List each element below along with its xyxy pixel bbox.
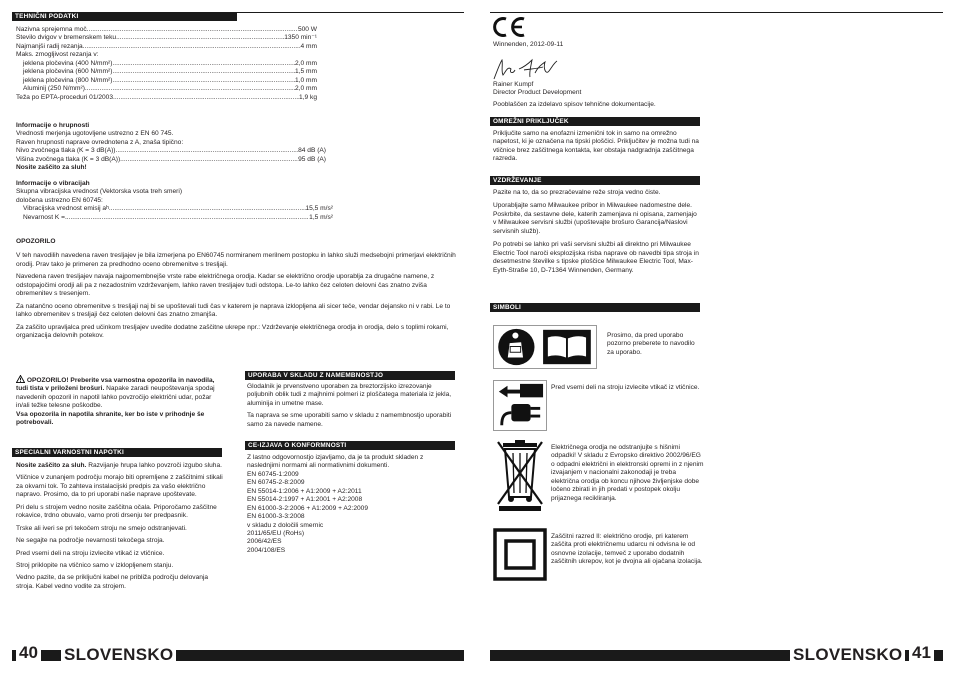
special-first-text: Razvijanje hrupa lahko povzroči izgubo sluha. — [86, 462, 222, 469]
top-rule-right — [490, 12, 943, 13]
leader-dots — [120, 156, 298, 164]
spec-row-label: jeklena pločevina (600 N/mm²) — [23, 68, 113, 76]
safety-keep-text: Vsa opozorila in napotila shranite, ker bo iste v prihodnje še potrebovali. — [16, 410, 205, 427]
maintenance-section — [493, 189, 699, 280]
ce-line: 2006/42/ES — [247, 538, 282, 546]
special-paragraph: Stroj priklopite na vtičnico samo v izklopljenem stanju. — [16, 561, 174, 569]
warning-paragraph: Navedena raven tresljajev navaja najpomembnejše vrste rabe električnega orodja. Kadar se električno orodje uporablja za drugačne namene, z odstopajočimi orodji ali pa z nezadostnim vzdrževanjem, lahko raven tresljajev tudi odstopa. Le-to lahko čez celoten delovni čas znatno zviša obremenitev s tresenjem. — [16, 273, 435, 298]
spec-row — [16, 26, 317, 34]
spec-row — [16, 43, 317, 51]
special-paragraph: Ne segajte na področje nevarnosti tekočega stroja. — [16, 537, 165, 545]
noise-intro-2: Raven hrupnosti naprave ovrednotena z A, znaša tipično: — [16, 138, 184, 146]
special-safety-heading: SPECIALNI VARNOSTNI NAPOTKI — [12, 448, 222, 457]
ce-line: EN 60745-2-8:2009 — [247, 479, 305, 487]
page-number-right: 41 — [909, 643, 934, 663]
leader-dots — [65, 214, 309, 222]
class-ii-icon — [493, 528, 547, 581]
unplug-icon — [493, 380, 547, 431]
noise-row-value: 84 dB (A) — [298, 147, 326, 155]
ce-conformity-section — [247, 454, 455, 555]
noise-row-label: Nivo zvočnega tlaka (K = 3 dB(A)) — [16, 147, 116, 155]
safety-warning-bold: OPOZORILO! Preberite vsa varnostna opozorila in navodila, tudi tista v priloženi brošuri. — [16, 377, 215, 393]
noise-row — [16, 156, 326, 164]
noise-row-label: Višina zvočnega tlaka (K = 3 dB(A)) — [16, 155, 121, 163]
declaration-date: Winnenden, 2012-09-11 — [493, 41, 564, 48]
special-paragraph: Vedno pazite, da se priključni kabel ne približa področju delovanja stroja. Kabel vedno vodite za strojem. — [16, 574, 209, 590]
leader-dots — [116, 147, 299, 155]
warning-paragraph: V teh navodilih navedena raven tresljajev je bila izmerjena po EN60745 normiranem merilnem postopku in lahko služi medsebojni primerjavi električnih orodij. Prav tako je primeren za predhodno oceno obremenitve s tresljaji. — [16, 252, 456, 268]
mains-heading: OMREŽNI PRIKLJUČEK — [490, 117, 700, 126]
spec-row-value: 1350 min⁻¹ — [284, 34, 317, 42]
spec-row — [16, 77, 317, 85]
leader-dots — [112, 77, 295, 85]
tech-specs — [16, 26, 317, 102]
symbols-heading: SIMBOLI — [490, 303, 700, 312]
spec-row — [16, 51, 317, 59]
symbol-text-unplug: Pred vsemi deli na stroju izvlecite vtikač iz vtičnice. — [551, 384, 700, 391]
symbol-text-weee: Električnega orodja ne odstranjujte s hišnimi odpadki! V skladu z Evropsko direktivo 2002/96/EG o odpadni električni in elektronski opremi in z njenim izvajanjem v nacionalni zakonodaji je treba električna orodja ob koncu njihove življenjske dobe ločeno zbirati in jih predati v postopek okolju prijaznega recikliranja. — [551, 444, 704, 502]
maintenance-paragraph: Uporabljajte samo Milwaukee pribor in Milwaukee nadomestne dele. Poskrbite, da sestavne dele, katerih zamenjava ni opisana, zamenjajo v Milwaukee servisni službi (upoštevajte brošuro Garancija/Naslovi servisnih služb). — [493, 202, 697, 235]
intended-use-paragraph: Ta naprava se sme uporabiti samo v skladu z namembnostjo uporabiti samo za navede namene. — [247, 412, 452, 428]
page-number-left: 40 — [16, 643, 41, 663]
vibration-row — [16, 205, 333, 213]
leader-dots — [87, 26, 298, 34]
vibration-section — [16, 180, 333, 222]
leader-dots — [113, 94, 299, 102]
ce-line: 2011/65/EU (RoHs) — [247, 529, 305, 537]
maintenance-paragraph: Pazite na to, da so prezračevalne reže stroja vedno čiste. — [493, 189, 661, 196]
spec-row-label: Najmanjši radij rezanja — [16, 42, 83, 50]
spec-row-value: 2,0 mm — [295, 85, 317, 93]
intended-use-section — [247, 383, 455, 433]
ce-line: 2004/108/ES — [247, 546, 286, 554]
safety-warning-block — [16, 375, 224, 428]
page-language-right: SLOVENSKO — [790, 645, 905, 665]
intended-use-heading: UPORABA V SKLADU Z NAMEMBNOSTJO — [245, 371, 455, 380]
warning-heading: OPOZORILO — [16, 238, 56, 245]
special-paragraph: Trske ali iveri se pri tekočem stroju ne smejo odstranjevati. — [16, 524, 187, 532]
spec-row-label: Število dvigov v bremenskem teku — [16, 34, 117, 42]
spec-row — [16, 85, 317, 93]
safety-warning-text: Napake zaradi neupoštevanja spodaj navedenih opozoril in napotil lahko povzročijo električni udar, požar in/ali težke telesne poškodbe. — [16, 385, 215, 410]
signer-block — [493, 81, 713, 109]
spec-row-value: 2,0 mm — [295, 59, 317, 67]
noise-row — [16, 147, 326, 155]
noise-section — [16, 122, 326, 173]
spec-row-label: jeklena pločevina (800 N/mm²) — [23, 76, 113, 84]
leader-dots — [85, 85, 295, 93]
ce-mark-icon — [493, 16, 527, 38]
leader-dots — [112, 68, 295, 76]
vibration-row-value: 1,5 m/s² — [309, 213, 333, 221]
ce-line: v skladu z določili smernic — [247, 521, 324, 529]
ce-line: EN 55014-2:1997 + A1:2001 + A2:2008 — [247, 496, 363, 504]
warning-paragraph: Za natančno oceno obremenitve s tresljaji naj bi se upoštevali tudi čas v katerem je naprava izklopljena ali sicer teče, vendar dejansko ni v rabi. Le to lahko obremenitev s tresljaji čez celoten delovni čas znatno zmanjša. — [16, 302, 451, 319]
intended-use-paragraph: Glodalnik je prvenstveno uporaben za breztorzijsko izrezovanje poljubnih oblik tudi z majhnimi polmeri iz ploščatega materiala iz jekla, aluminija in umetne mase. — [247, 383, 452, 407]
special-paragraph: Vtičnice v zunanjem področju morajo biti opremljene z zaščitnimi stikali za okvarni tok. To zahteva instalacijski predpis za vašo električno napravo. Prosimo, da to pri uporabi naše naprave upoštevate. — [16, 474, 223, 499]
spec-row-label: jeklena pločevina (400 N/mm²) — [23, 59, 113, 67]
warning-triangle-icon — [16, 375, 25, 383]
signer-name: Rainer Kumpf — [493, 81, 534, 88]
spec-row-value: 1,0 mm — [295, 76, 317, 84]
ce-mark — [493, 16, 527, 41]
maintenance-heading: VZDRŽEVANJE — [490, 176, 700, 185]
signer-title: Director Product Development — [493, 89, 582, 97]
warning-section — [16, 238, 456, 344]
spec-row-value: 500 W — [297, 26, 317, 33]
vibration-row-value: 15,5 m/s² — [305, 205, 333, 213]
ce-line: EN 60745-1:2009 — [247, 470, 299, 478]
spec-row-value: 4 mm — [300, 42, 317, 50]
spec-row-value: 1,9 kg — [299, 93, 317, 101]
special-paragraph: Pred vsemi deli na stroju izvlecite vtikač iz vtičnice. — [16, 549, 165, 557]
spec-row — [16, 34, 317, 42]
spec-row-label: Teža po EPTA-proceduri 01/2003 — [16, 93, 114, 101]
leader-dots — [109, 205, 306, 213]
ce-conformity-heading: CE-IZJAVA O KONFORMNOSTI — [245, 441, 455, 450]
read-manual-icon — [493, 325, 597, 369]
spec-row-label: Aluminij (250 N/mm²) — [23, 85, 85, 93]
maintenance-paragraph: Po potrebi se lahko pri vaši servisni službi ali direktno pri Milwaukee Electric Tool naroči eksplozijska risba naprave ob navedbi tipa stroja in desetmestne številke s tipske ploščice Milwaukee Electric Tool, Max-Eyth-Straße 10, D-71364 Winnenden, Germany. — [493, 241, 699, 274]
leader-dots — [112, 60, 295, 68]
vibration-row-label: Vibracijska vrednost emisij a — [23, 205, 107, 213]
spec-row-label: Maks. zmogljivost rezanja v: — [16, 51, 99, 59]
vibration-row — [16, 214, 333, 222]
spec-row — [16, 94, 317, 102]
page-language-left: SLOVENSKO — [61, 645, 176, 665]
warning-paragraph: Za zaščito upravljalca pred učinkom tresljajev uvedite dodatne zaščitne ukrepe npr.: Vzdrževanje električnega orodja in orodja, delo s toplimi rokami, organizacija delovnih potekov. — [16, 323, 449, 339]
noise-protection: Nosite zaščito za sluh! — [16, 164, 87, 172]
symbol-text-class-ii: Zaščitni razred II: električno orodje, pri katerem zaščita proti električnemu udarcu ni odvisna le od osnovne izolacije, temveč z uporabo dodatnih zaščitnih ukrepov, kot je dvojna ali ojačana izolacija. — [551, 533, 703, 566]
weee-bin-icon — [493, 439, 547, 512]
special-first-bold: Nosite zaščito za sluh. — [16, 462, 87, 469]
spec-row — [16, 60, 317, 68]
vibration-row-label: Nevarnost K = — [23, 213, 65, 221]
vibration-intro-2: določena ustrezno EN 60745: — [16, 196, 103, 204]
leader-dots — [116, 34, 284, 42]
ce-line: EN 61000-3-3:2008 — [247, 513, 305, 521]
leader-dots — [83, 43, 301, 51]
mains-text: Priključite samo na enofazni izmenični tok in samo na omrežno napetost, ki je označena na tipski ploščici. Priključitev je možna tudi na vtičnice brez zaščitnega kontakta, ker obstaja nadgradnja zaščitnega razreda. — [493, 130, 699, 163]
spec-row — [16, 68, 317, 76]
noise-intro-1: Vrednosti merjenja ugotovljene ustrezno z EN 60 745. — [16, 130, 174, 138]
symbol-text-read-manual: Prosimo, da pred uporabo pozorno preberete to navodilo za uporabo. — [607, 332, 695, 356]
vibration-heading: Informacije o vibracijah — [16, 180, 90, 187]
ce-line: Z lastno odgovornostjo izjavljamo, da je ta produkt skladen z naslednjimi normami ali normativnimi dokumenti. — [247, 454, 424, 470]
ce-line: EN 55014-1:2006 + A1:2009 + A2:2011 — [247, 487, 362, 495]
special-paragraph: Pri delu s strojem vedno nosite zaščitna očala. Priporočamo zaščitne rokavice, trdno obuvalo, varno proti drsenju ter predpasnik. — [16, 503, 217, 520]
special-safety-section — [16, 462, 224, 595]
vibration-row-subscript: h — [106, 205, 109, 212]
tech-data-heading: TEHNIČNI PODATKI — [12, 12, 237, 21]
spec-row-label: Nazivna sprejemna moč — [16, 26, 87, 33]
noise-row-value: 95 dB (A) — [298, 155, 326, 163]
ce-line: EN 61000-3-2:2006 + A1:2009 + A2:2009 — [247, 504, 368, 512]
noise-heading: Informacije o hrupnosti — [16, 122, 90, 129]
authorized-text: Pooblaščen za izdelavo spisov tehnične dokumentacije. — [493, 100, 656, 108]
spec-row-value: 1,5 mm — [295, 68, 317, 76]
vibration-intro-1: Skupna vibracijska vrednost (Vektorska vsota treh smeri) — [16, 188, 183, 196]
